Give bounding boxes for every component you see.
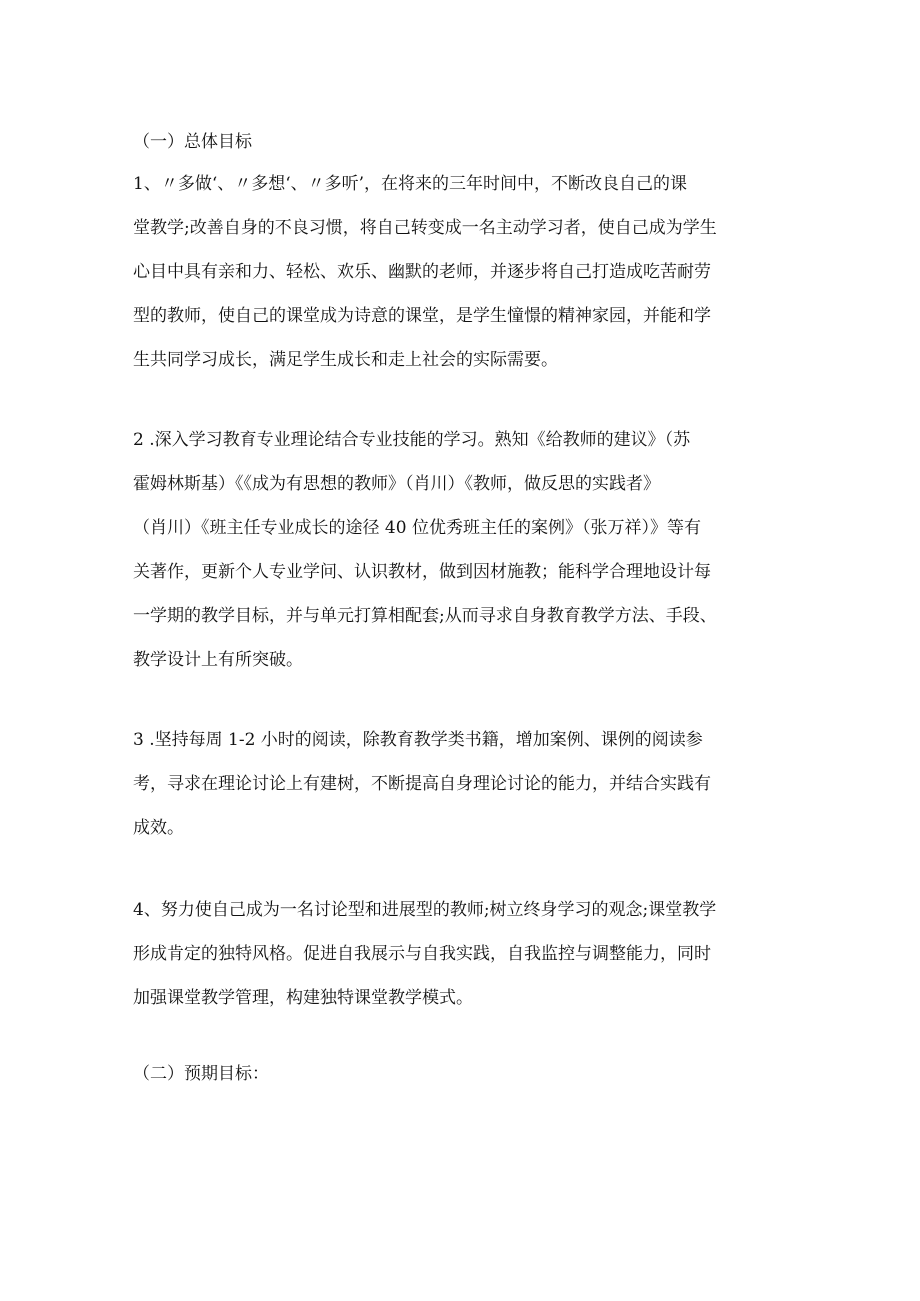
- paragraph-line: 关著作，更新个人专业学问、认识教材，做到因材施教；能科学合理地设计每: [133, 562, 711, 582]
- paragraph-line: 心目中具有亲和力、轻松、欢乐、幽默的老师，并逐步将自己打造成吃苦耐劳: [133, 262, 711, 282]
- paragraph-4: [133, 888, 783, 1020]
- paragraph-line: 形成肯定的独特风格。促进自我展示与自我实践，自我监控与调整能力，同时: [133, 944, 711, 964]
- paragraph-line: 2 .深入学习教育专业理论结合专业技能的学习。熟知《给教师的建议》（苏: [133, 430, 691, 450]
- paragraph-line: 1、〃多做‘、〃多想‘、〃多听’，在将来的三年时间中，不断改良自己的课: [133, 174, 688, 194]
- paragraph-line: 考，寻求在理论讨论上有建树，不断提高自身理论讨论的能力，并结合实践有: [133, 774, 711, 794]
- section-heading-expected-goals: （二）预期目标：: [133, 1064, 269, 1084]
- paragraph-line: （肖川）《班主任专业成长的途径 40 位优秀班主任的案例》（张万祥）》等有: [133, 518, 701, 538]
- paragraph-line: 加强课堂教学管理，构建独特课堂教学模式。: [133, 988, 473, 1008]
- paragraph-line: 教学设计上有所突破。: [133, 650, 303, 670]
- paragraph-line: 4、努力使自己成为一名讨论型和进展型的教师;树立终身学习的观念;课堂教学: [133, 900, 717, 920]
- paragraph-line: 霍姆林斯基）《《成为有思想的教师》（肖川）《教师，做反思的实践者》: [133, 474, 660, 494]
- paragraph-line: 一学期的教学目标，并与单元打算相配套;从而寻求自身教育教学方法、手段、: [133, 606, 717, 626]
- paragraph-line: 生共同学习成长，满足学生成长和走上社会的实际需要。: [133, 350, 558, 370]
- paragraph-3: [133, 718, 783, 850]
- paragraph-line: 堂教学;改善自身的不良习惯，将自己转变成一名主动学习者，使自己成为学生: [133, 218, 717, 238]
- paragraph-line: 型的教师，使自己的课堂成为诗意的课堂，是学生憧憬的精神家园，并能和学: [133, 306, 711, 326]
- paragraph-line: 成效。: [133, 818, 184, 838]
- section-heading-overall-goals: （一）总体目标: [133, 132, 252, 152]
- paragraph-2: [133, 418, 783, 682]
- paragraph-line: 3 .坚持每周 1-2 小时的阅读，除教育教学类书籍，增加案例、课例的阅读参: [133, 730, 703, 750]
- paragraph-1: [133, 162, 783, 382]
